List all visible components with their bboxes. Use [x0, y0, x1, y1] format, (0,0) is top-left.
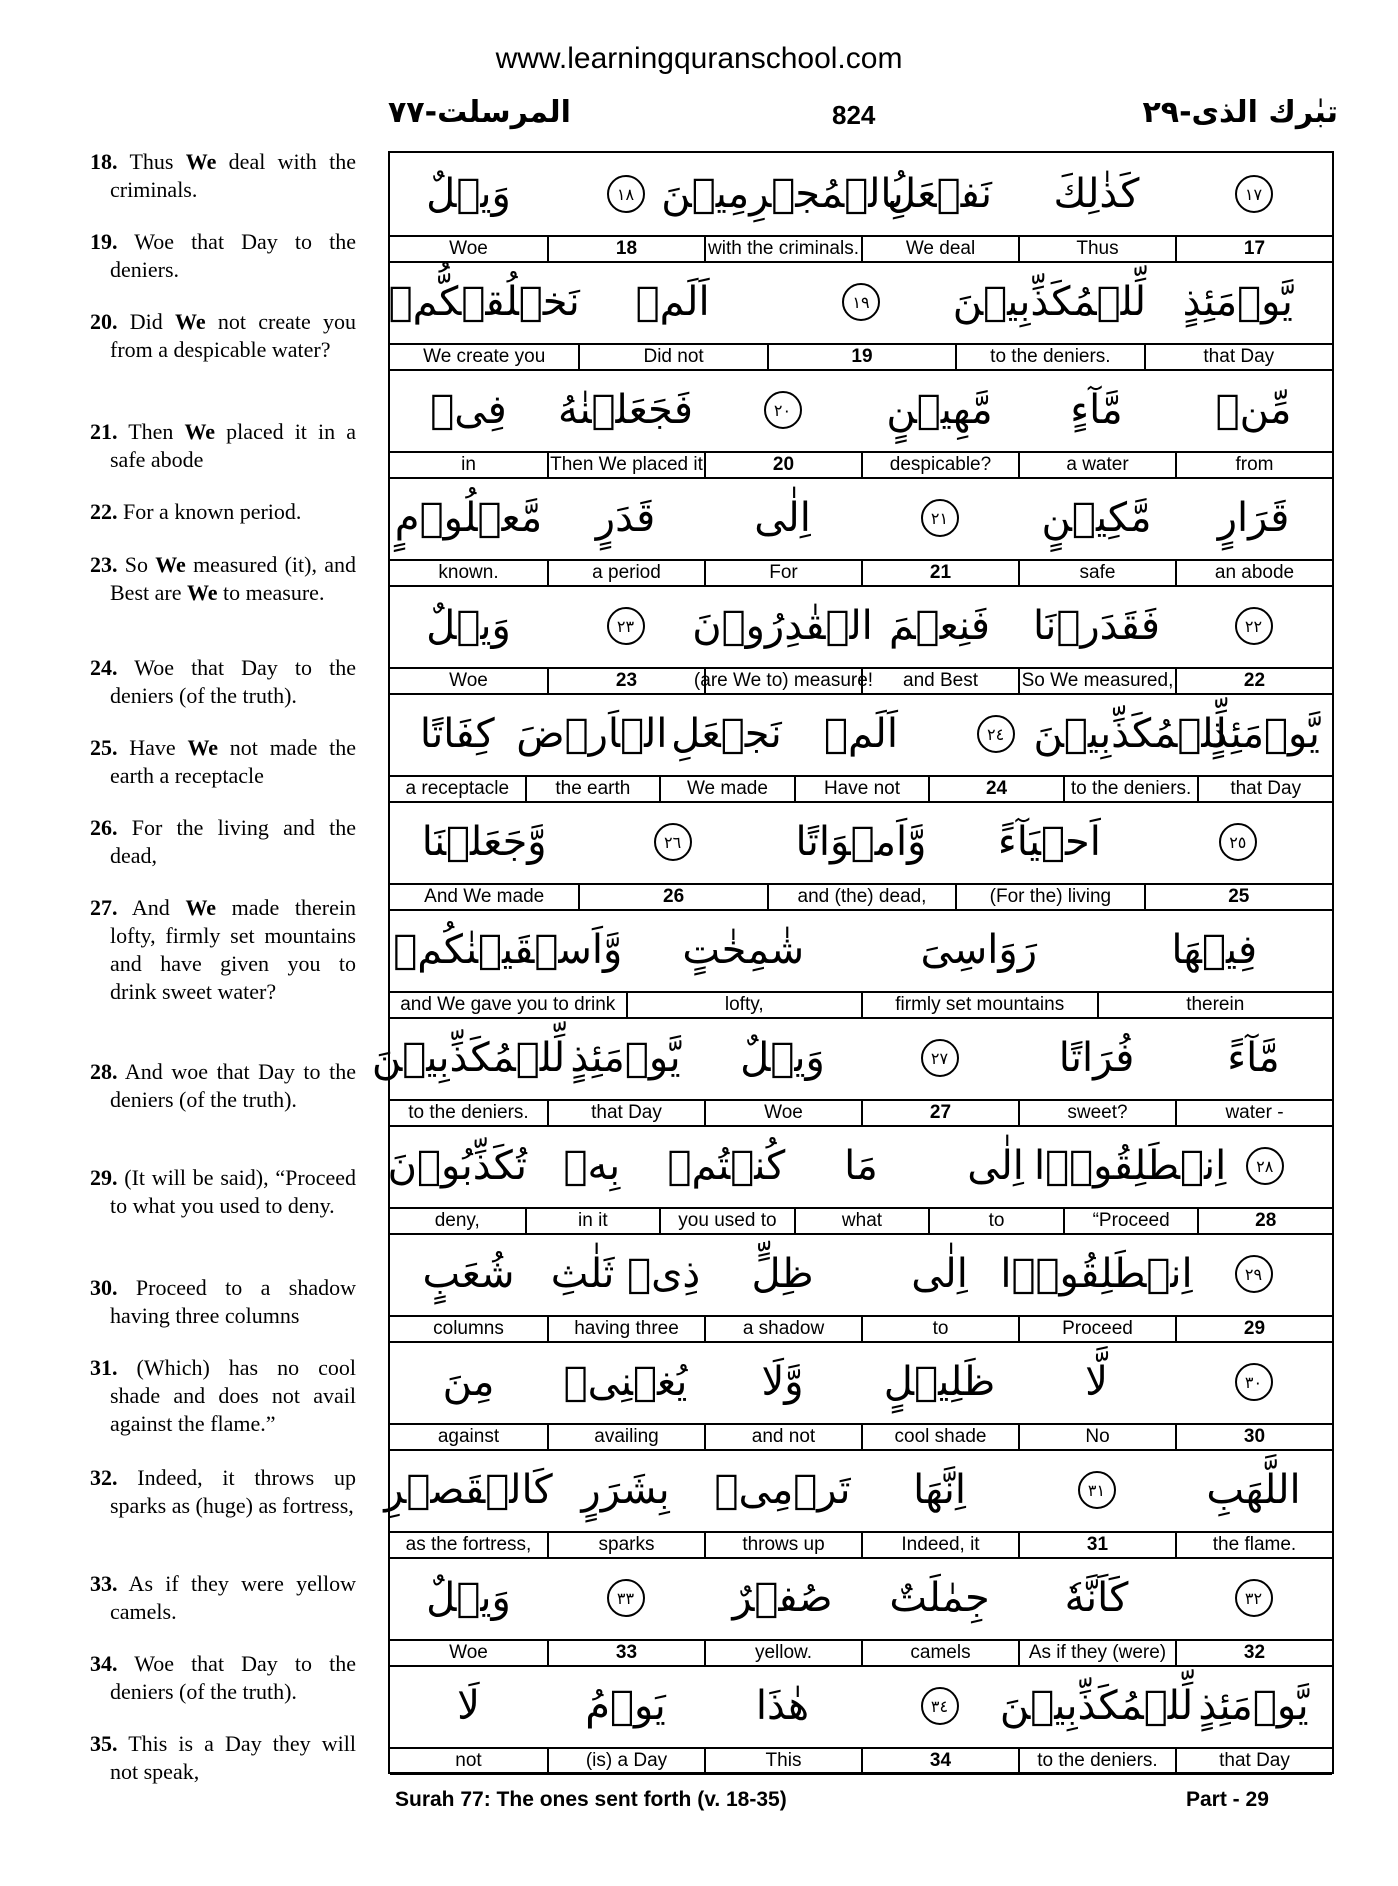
arabic-word: هٰذَا: [755, 1683, 810, 1729]
english-row: [390, 559, 1332, 587]
english-word: to: [928, 1209, 1063, 1233]
english-verse-number: 20: [704, 453, 861, 477]
ayah-number-marker: ٢٣: [607, 607, 645, 645]
arabic-word: تُكَذِّبُوۡنَ: [387, 1143, 527, 1189]
ayah-number-marker: ٣٤: [921, 1687, 959, 1725]
arabic-row: [387, 1125, 1332, 1207]
arabic-word: فِيۡهَا: [1171, 927, 1258, 973]
verse-row: [390, 1341, 1332, 1449]
arabic-word: تَرۡمِىۡ: [714, 1467, 851, 1513]
arabic-word: شٰمِخٰتٍ: [682, 927, 805, 973]
arabic-word: مَّآءً: [1227, 1035, 1280, 1081]
english-word: “Proceed: [1063, 1209, 1198, 1233]
arabic-word: اِنَّهَا: [913, 1467, 966, 1513]
arabic-row: [390, 369, 1332, 451]
arabic-word: يَّوۡمَئِذٍ: [1182, 279, 1293, 325]
english-word: a period: [547, 561, 704, 585]
english-word: to the deniers.: [1018, 1749, 1175, 1773]
arabic-word: اِلٰى: [911, 1251, 968, 1297]
english-word: that Day: [1175, 1749, 1332, 1773]
arabic-word: فَجَعَلۡنٰهُ: [558, 387, 693, 433]
translation-verse: [90, 1570, 356, 1626]
english-word: not: [455, 1750, 482, 1771]
english-word: Woe: [449, 238, 488, 259]
verse-number: 31.: [90, 1355, 118, 1380]
english-row: [390, 1099, 1332, 1127]
english-word: water -: [1175, 1101, 1332, 1125]
surah-label: المرسلت-٧٧: [388, 95, 571, 130]
english-row: [390, 1639, 1332, 1667]
arabic-word: لِّلۡمُكَذِّبِيۡنَ: [952, 279, 1147, 325]
arabic-row: [390, 1557, 1332, 1639]
word-by-word-grid: [371, 151, 1334, 1774]
english-word: For: [704, 561, 861, 585]
arabic-row: [390, 801, 1332, 883]
ayah-number-marker: ٣٢: [1235, 1579, 1273, 1617]
english-row: [390, 451, 1332, 479]
english-word: No: [1018, 1425, 1175, 1449]
arabic-word: يَّوۡمَئِذٍ: [1209, 711, 1320, 757]
arabic-word: اِلٰى: [754, 495, 811, 541]
ayah-number-marker: ٣٠: [1235, 1363, 1273, 1401]
verse-number: 30.: [90, 1275, 118, 1300]
verse-text: Then We placed it in a safe abode: [110, 419, 356, 472]
english-verse-number: 29: [1175, 1317, 1332, 1341]
ayah-number-marker: ١٩: [842, 283, 880, 321]
arabic-word: لِّلۡمُكَذِّبِيۡنَ: [999, 1683, 1194, 1729]
english-word: from: [1175, 453, 1332, 477]
arabic-row: [390, 693, 1332, 775]
arabic-word: مَّكِيۡنٍ: [1041, 495, 1152, 541]
english-word: known.: [438, 562, 499, 583]
english-word: the earth: [525, 777, 660, 801]
arabic-word: اِنۡطَلِقُوۡۤا: [1000, 1251, 1193, 1297]
arabic-word: ذِىۡ ثَلٰثِ: [550, 1251, 701, 1297]
website-url: www.learningquranschool.com: [495, 42, 903, 75]
arabic-word: فِىۡ: [430, 387, 507, 433]
arabic-word: قَدَرٍ: [595, 495, 656, 541]
arabic-word: اِلٰى: [967, 1143, 1024, 1189]
translation-verse: [90, 1730, 356, 1786]
verse-number: 29.: [90, 1165, 118, 1190]
verse-number: 34.: [90, 1651, 118, 1676]
arabic-word: وَيۡلٌ: [426, 171, 511, 217]
arabic-word: لَا: [457, 1683, 480, 1729]
arabic-word: نَجۡعَلِ: [671, 711, 782, 757]
ayah-number-marker: ٢٠: [764, 391, 802, 429]
english-verse-number: 19: [767, 345, 955, 369]
verse-row: [390, 153, 1332, 261]
english-word: and Best: [861, 669, 1018, 693]
english-word: in it: [525, 1209, 660, 1233]
arabic-row: [390, 477, 1332, 559]
english-word: yellow.: [704, 1641, 861, 1665]
english-verse-number: 21: [861, 561, 1018, 585]
verse-row: [390, 909, 1332, 1017]
ayah-number-marker: ٢٩: [1235, 1255, 1273, 1293]
arabic-word: ظِلٍّ: [751, 1251, 814, 1297]
english-word: despicable?: [861, 453, 1018, 477]
english-word: to the deniers.: [955, 345, 1143, 369]
arabic-word: فَقَدَرۡنَا: [1033, 603, 1160, 649]
arabic-word: نَفۡعَلُ: [887, 171, 992, 217]
english-word: Woe: [449, 670, 488, 691]
arabic-row: [390, 261, 1332, 343]
arabic-word: اِنۡطَلِقُوۡۤا: [1033, 1143, 1227, 1189]
arabic-word: فَنِعۡمَ: [888, 603, 991, 649]
english-row: [390, 235, 1332, 263]
arabic-word: لِّلۡمُكَذِّبِيۡنَ: [371, 1035, 566, 1081]
english-verse-number: 30: [1175, 1425, 1332, 1449]
english-verse-number: 32: [1175, 1641, 1332, 1665]
english-word: to the deniers.: [1063, 777, 1198, 801]
arabic-word: وَّاَمۡوَاتًا: [795, 819, 927, 865]
verse-number: 21.: [90, 419, 118, 444]
english-verse-number: 24: [928, 777, 1063, 801]
verse-row: [390, 693, 1332, 801]
verse-number: 20.: [90, 309, 118, 334]
verse-text: For a known period.: [117, 499, 302, 524]
verse-text: So We measured (it), and Best are We to measure.: [110, 552, 356, 605]
english-word: (are We to) measure!: [693, 670, 874, 691]
english-verse-number: 33: [547, 1641, 704, 1665]
english-row: [390, 1207, 1332, 1235]
verse-number: 19.: [90, 229, 118, 254]
verse-number: 24.: [90, 655, 118, 680]
english-verse-number: 31: [1018, 1533, 1175, 1557]
english-row: [390, 883, 1332, 911]
translation-verse: [90, 1464, 356, 1520]
verse-number: 32.: [90, 1465, 118, 1490]
arabic-word: صُفۡرٌ: [732, 1575, 833, 1621]
ayah-number-marker: ٣٣: [607, 1579, 645, 1617]
english-verse-number: 22: [1175, 669, 1332, 693]
english-word: availing: [547, 1425, 704, 1449]
verse-number: 18.: [90, 149, 118, 174]
english-row: [390, 667, 1332, 695]
arabic-row: [371, 1017, 1332, 1099]
arabic-word: مِّنۡ: [1215, 387, 1292, 433]
english-word: As if they (were): [1018, 1641, 1175, 1665]
arabic-word: مِنَ: [442, 1359, 495, 1405]
page-number: 824: [832, 100, 876, 130]
arabic-word: كَالۡقَصۡرِ: [384, 1467, 553, 1513]
english-word: with the criminals.: [704, 237, 861, 261]
arabic-word: جِمٰلَتٌ: [889, 1575, 990, 1621]
english-word: Did not: [578, 345, 766, 369]
english-word: Then We placed it: [547, 453, 704, 477]
english-word: And We made: [424, 886, 545, 907]
verse-number: 35.: [90, 1731, 118, 1756]
verse-number: 22.: [90, 499, 118, 524]
translation-verse: [90, 654, 356, 710]
english-word: deny,: [434, 1210, 480, 1231]
english-verse-number: 27: [861, 1101, 1018, 1125]
verse-text: As if they were yellow camels.: [110, 1571, 356, 1624]
english-word: So We measured,: [1018, 669, 1175, 693]
arabic-row: [390, 1341, 1332, 1423]
english-word: Proceed: [1018, 1317, 1175, 1341]
arabic-word: يَّوۡمَئِذٍ: [1198, 1683, 1309, 1729]
english-word: lofty,: [626, 993, 862, 1017]
arabic-row: [390, 1233, 1332, 1315]
english-word: to: [861, 1317, 1018, 1341]
english-word: to the deniers.: [408, 1102, 529, 1123]
english-word: We create you: [423, 346, 546, 367]
translation-verse: [90, 1058, 356, 1114]
arabic-row: [390, 909, 1332, 991]
english-verse-number: 34: [861, 1749, 1018, 1773]
english-row: [390, 343, 1332, 371]
english-word: We deal: [861, 237, 1018, 261]
arabic-row: [390, 1665, 1332, 1747]
english-word: We made: [659, 777, 794, 801]
verse-text: Indeed, it throws up sparks as (huge) as fortress,: [110, 1465, 356, 1518]
english-row: [390, 1747, 1332, 1775]
verse-text: Proceed to a shadow having three columns: [110, 1275, 356, 1328]
english-word: firmly set mountains: [861, 993, 1097, 1017]
translation-verse: [90, 418, 356, 474]
english-word: Woe: [449, 1642, 488, 1663]
translation-verse: [90, 894, 356, 1006]
verse-row: [390, 801, 1332, 909]
arabic-word: وَّاَسۡقَيۡنٰكُمۡ: [393, 927, 623, 973]
arabic-word: وَّجَعَلۡنَا: [421, 819, 547, 865]
english-verse-number: 18: [547, 237, 704, 261]
arabic-word: نَخۡلُقۡكُّمۡ: [388, 279, 580, 325]
english-word: that Day: [1144, 345, 1332, 369]
arabic-word: فُرَاتًا: [1058, 1035, 1135, 1081]
english-word: having three: [547, 1317, 704, 1341]
verse-text: Did We not create you from a despicable water?: [110, 309, 356, 362]
translation-verse: [90, 498, 356, 526]
verse-text: Woe that Day to the deniers (of the truth).: [110, 655, 356, 708]
ayah-number-marker: ٢٦: [654, 823, 692, 861]
translation-verse: [90, 228, 356, 284]
verse-number: 33.: [90, 1571, 118, 1596]
verse-text: (It will be said), “Proceed to what you used to deny.: [110, 1165, 356, 1218]
verse-text: Thus We deal with the criminals.: [110, 149, 356, 202]
arabic-word: كَاَنَّهٗ: [1064, 1575, 1129, 1621]
english-row: [390, 1423, 1332, 1451]
english-word: throws up: [704, 1533, 861, 1557]
verse-text: (Which) has no cool shade and does not avail against the flame.”: [110, 1355, 356, 1436]
english-word: a shadow: [704, 1317, 861, 1341]
english-word: an abode: [1175, 561, 1332, 585]
arabic-row: [390, 585, 1332, 667]
arabic-word: مَّعۡلُوۡمٍ: [394, 495, 543, 541]
translation-verse: [90, 1650, 356, 1706]
english-word: against: [437, 1426, 500, 1447]
arabic-word: رَوَاسِىَ: [920, 927, 1038, 973]
ayah-number-marker: ١٧: [1235, 175, 1273, 213]
arabic-word: اَحۡيَآءً: [997, 819, 1101, 865]
ayah-number-marker: ٢٧: [921, 1039, 959, 1077]
translation-verse: [90, 551, 356, 607]
english-word: and (the) dead,: [767, 885, 955, 909]
english-word: This: [704, 1749, 861, 1773]
ayah-number-marker: ٢٤: [977, 715, 1015, 753]
arabic-word: بِالۡمُجۡرِمِيۡنَ: [661, 171, 904, 217]
verse-row: [390, 477, 1332, 585]
arabic-row: [390, 153, 1332, 235]
english-verse-number: 28: [1197, 1209, 1332, 1233]
english-word: safe: [1018, 561, 1175, 585]
arabic-word: بِشَرَرٍ: [581, 1467, 670, 1513]
verse-text: For the living and the dead,: [110, 815, 356, 868]
english-verse-number: 26: [578, 885, 766, 909]
arabic-word: كَذٰلِكَ: [1053, 171, 1140, 217]
verse-row: [390, 1557, 1332, 1665]
arabic-word: قَرَارٍ: [1217, 495, 1290, 541]
verse-row: [390, 1665, 1332, 1773]
english-verse-number: 25: [1144, 885, 1332, 909]
arabic-word: كِفَاتًا: [419, 711, 495, 757]
english-verse-number: 17: [1175, 237, 1332, 261]
english-word: Have not: [794, 777, 929, 801]
english-word: camels: [861, 1641, 1018, 1665]
english-word: (For the) living: [955, 885, 1143, 909]
footer-surah-title: Surah 77: The ones sent forth (v. 18-35): [395, 1788, 787, 1811]
verse-row: [390, 369, 1332, 477]
english-word: Thus: [1018, 237, 1175, 261]
verse-row: [390, 261, 1332, 369]
verse-row: [390, 585, 1332, 693]
verse-number: 28.: [90, 1059, 118, 1084]
english-word: (is) a Day: [547, 1749, 704, 1773]
english-word: a water: [1018, 453, 1175, 477]
english-word: a receptacle: [405, 778, 510, 799]
arabic-word: الۡقٰدِرُوۡنَ: [692, 603, 873, 649]
translation-verse: [90, 308, 356, 364]
verse-row: [384, 1449, 1332, 1557]
verse-number: 23.: [90, 552, 118, 577]
ayah-number-marker: ٢٨: [1246, 1147, 1284, 1185]
arabic-word: الۡاَرۡضَ: [516, 711, 668, 757]
ayah-number-marker: ٢٢: [1235, 607, 1273, 645]
english-word: columns: [433, 1318, 504, 1339]
english-word: as the fortress,: [405, 1534, 532, 1555]
arabic-word: مَا: [844, 1143, 878, 1189]
arabic-word: وَّلَا: [761, 1359, 804, 1405]
translation-verse: [90, 734, 356, 790]
arabic-word: اَلَمۡ: [824, 711, 898, 757]
arabic-word: يُغۡنِىۡ: [563, 1359, 688, 1405]
arabic-word: وَيۡلٌ: [426, 603, 511, 649]
english-row: [390, 1531, 1332, 1559]
arabic-word: يَّوۡمَئِذٍ: [570, 1035, 681, 1081]
arabic-word: وَيۡلٌ: [740, 1035, 825, 1081]
arabic-word: مَّهِيۡنٍ: [886, 387, 993, 433]
arabic-word: لِّلۡمُكَذِّبِيۡنَ: [1033, 711, 1227, 757]
footer-part: Part - 29: [1186, 1788, 1269, 1811]
arabic-word: وَيۡلٌ: [426, 1575, 511, 1621]
verse-number: 26.: [90, 815, 118, 840]
verse-text: This is a Day they will not speak,: [110, 1731, 356, 1784]
english-word: in: [461, 454, 476, 475]
part-label: تبٰرك الذى-٢٩: [1142, 95, 1338, 130]
verse-text: Have We not made the earth a receptacle: [110, 735, 356, 788]
english-word: and not: [704, 1425, 861, 1449]
english-verse-number: 23: [547, 669, 704, 693]
english-word: sparks: [547, 1533, 704, 1557]
verse-row: [387, 1125, 1332, 1233]
arabic-word: بِهٖ: [563, 1143, 621, 1189]
english-word: that Day: [1197, 777, 1332, 801]
verse-row: [371, 1017, 1332, 1125]
english-word: and We gave you to drink: [400, 994, 616, 1015]
arabic-word: يَوۡمُ: [585, 1683, 666, 1729]
english-word: cool shade: [861, 1425, 1018, 1449]
verse-text: Woe that Day to the deniers.: [110, 229, 356, 282]
ayah-number-marker: ٢٥: [1219, 823, 1257, 861]
arabic-word: لَّا: [1085, 1359, 1108, 1405]
english-row: [390, 1315, 1332, 1343]
translation-verse: [90, 1354, 356, 1438]
ayah-number-marker: ٣١: [1078, 1471, 1116, 1509]
english-word: sweet?: [1018, 1101, 1175, 1125]
arabic-word: مَّآءٍ: [1070, 387, 1123, 433]
ayah-number-marker: ١٨: [607, 175, 645, 213]
verse-number: 25.: [90, 735, 118, 760]
english-word: Woe: [704, 1101, 861, 1125]
english-row: [390, 991, 1332, 1019]
translation-verse: [90, 814, 356, 870]
verse-number: 27.: [90, 895, 118, 920]
english-word: you used to: [659, 1209, 794, 1233]
verse-row: [390, 1233, 1332, 1341]
english-word: therein: [1097, 993, 1333, 1017]
verse-text: And We made therein lofty, firmly set mountains and have given you to drink sweet water?: [110, 895, 356, 1004]
arabic-row: [384, 1449, 1332, 1531]
english-row: [390, 775, 1332, 803]
verse-text: Woe that Day to the deniers (of the truth).: [110, 1651, 356, 1704]
arabic-word: شُعَبٍ: [422, 1251, 515, 1297]
english-word: what: [794, 1209, 929, 1233]
english-word: Indeed, it: [861, 1533, 1018, 1557]
translation-verse: [90, 148, 356, 204]
arabic-word: ظَلِيۡلٍ: [883, 1359, 996, 1405]
translation-verse: [90, 1274, 356, 1330]
ayah-number-marker: ٢١: [921, 499, 959, 537]
translation-verse: [90, 1164, 356, 1220]
verse-text: And woe that Day to the deniers (of the truth).: [110, 1059, 356, 1112]
english-word: the flame.: [1175, 1533, 1332, 1557]
arabic-word: كُنۡتُمۡ: [667, 1143, 786, 1189]
arabic-word: اللَّهَبِ: [1206, 1467, 1301, 1513]
arabic-word: اَلَمۡ: [635, 279, 710, 325]
english-word: that Day: [547, 1101, 704, 1125]
